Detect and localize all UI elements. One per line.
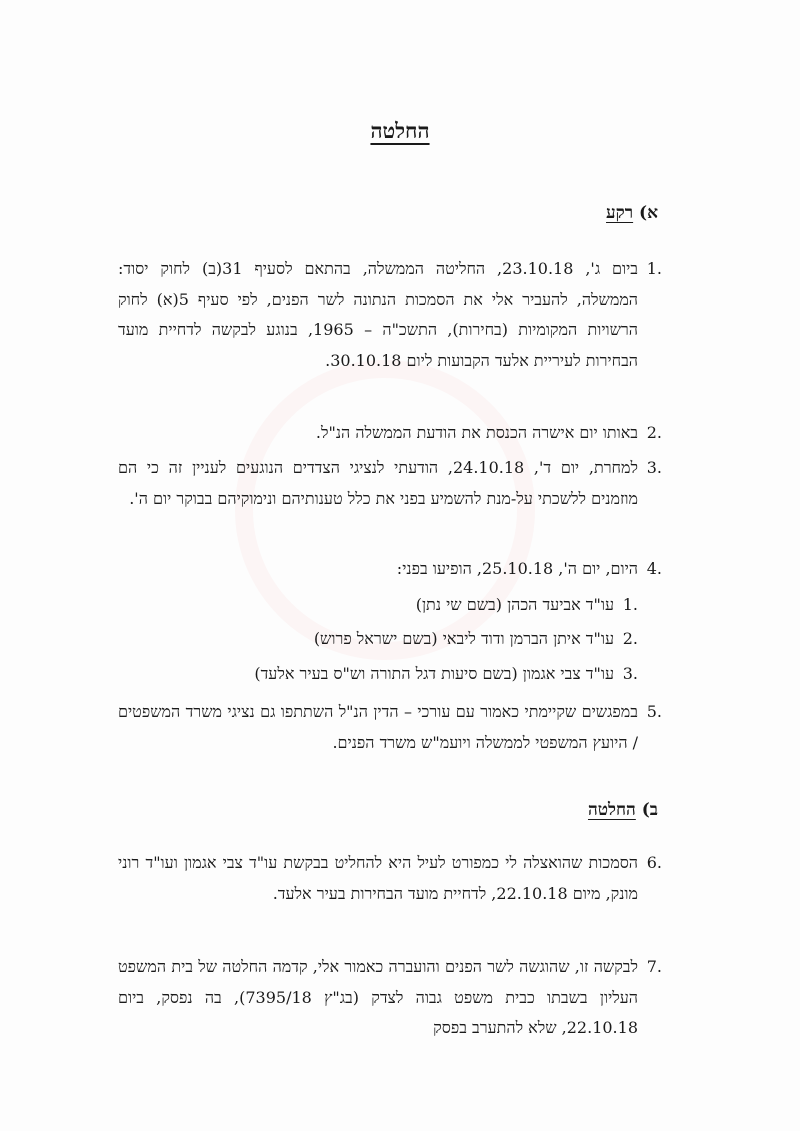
item-text: עו"ד צבי אגמון (בשם סיעות דגל התורה וש"ס בעיר אלעד) xyxy=(254,664,614,683)
paragraph-text: היום, יום ה', 25.10.18, הופיעו בפני: xyxy=(396,559,638,578)
section-a-heading xyxy=(606,203,658,223)
section-b-letter: ב) xyxy=(641,800,658,820)
paragraph-number: 4. xyxy=(646,559,662,578)
paragraph-text: באותו יום אישרה הכנסת את הודעת הממשלה הנ"ל. xyxy=(315,423,638,442)
document-title: החלטה xyxy=(370,118,430,143)
section-b-label: החלטה xyxy=(587,800,636,820)
appearance-item-2 xyxy=(313,624,638,654)
item-number: 2. xyxy=(622,629,638,648)
paragraph-text: במפגשים שקיימתי כאמור עם עורכי – הדין הנ"ל השתתפו גם נציגי משרד המשפטים / היועץ המשפטי לממשלה ויועמ"ש משרד הפנים. xyxy=(118,702,638,752)
item-number: 1. xyxy=(622,595,638,614)
paragraph-text: הסמכות שהואצלה לי כמפורט לעיל היא להחליט בבקשת עו"ד צבי אגמון ועו"ד רוני מונק, מיום 22.10.18, לדחיית מועד הבחירות בעיר אלעד. xyxy=(118,853,638,903)
section-b-heading xyxy=(588,800,658,820)
paragraph-text: לבקשה זו, שהוגשה לשר הפנים והועברה כאמור אלי, קדמה החלטה של בית המשפט העליון בשבתו כבית משפט גבוה לצדק (בג"ץ 7395/18), בה נפסק, ביום 22.10.18, שלא להתערב בפסק xyxy=(118,957,639,1037)
section-a-letter: א) xyxy=(639,203,658,223)
paragraph-number: 1. xyxy=(646,259,662,278)
paragraph-number: 3. xyxy=(646,458,662,477)
paragraph-text: למחרת, יום ד', 24.10.18, הודעתי לנציגי הצדדים הנוגעים לעניין זה כי הם מוזמנים ללשכתי על-מנת להשמיע בפני את כלל טענותיהם ונימוקיהם בבוקר יום ה'. xyxy=(118,458,638,508)
paragraph-4 xyxy=(118,554,662,585)
paragraph-2 xyxy=(118,418,662,449)
paragraph-6 xyxy=(118,848,662,909)
paragraph-1 xyxy=(118,254,662,376)
item-text: עו"ד אביעד הכהן (בשם שי נתן) xyxy=(415,595,614,614)
paragraph-number: 2. xyxy=(646,423,662,442)
paragraph-5 xyxy=(118,697,662,758)
paragraph-number: 7. xyxy=(646,957,662,976)
appearance-item-3 xyxy=(254,659,638,689)
paragraph-text: ביום ג', 23.10.18, החליטה הממשלה, בהתאם לסעיף 31(ב) לחוק יסוד: הממשלה, להעביר אלי את הסמכות הנתונה לשר הפנים, לפי סעיף 5(א) לחוק הרשויות המקומיות (בחירות), התשכ"ה – 1965, בנוגע לבקשה לדחיית מועד הבחירות לעיריית אלעד הקבועות ליום 30.10.18. xyxy=(118,259,639,370)
paragraph-3 xyxy=(118,453,662,514)
paragraph-number: 6. xyxy=(646,853,662,872)
item-text: עו"ד איתן הברמן ודוד ליבאי (בשם ישראל פרוש) xyxy=(313,629,614,648)
section-a-label: רקע xyxy=(606,203,634,223)
item-number: 3. xyxy=(622,664,638,683)
appearance-item-1 xyxy=(415,590,638,620)
paragraph-7 xyxy=(118,952,662,1044)
paragraph-number: 5. xyxy=(646,702,662,721)
